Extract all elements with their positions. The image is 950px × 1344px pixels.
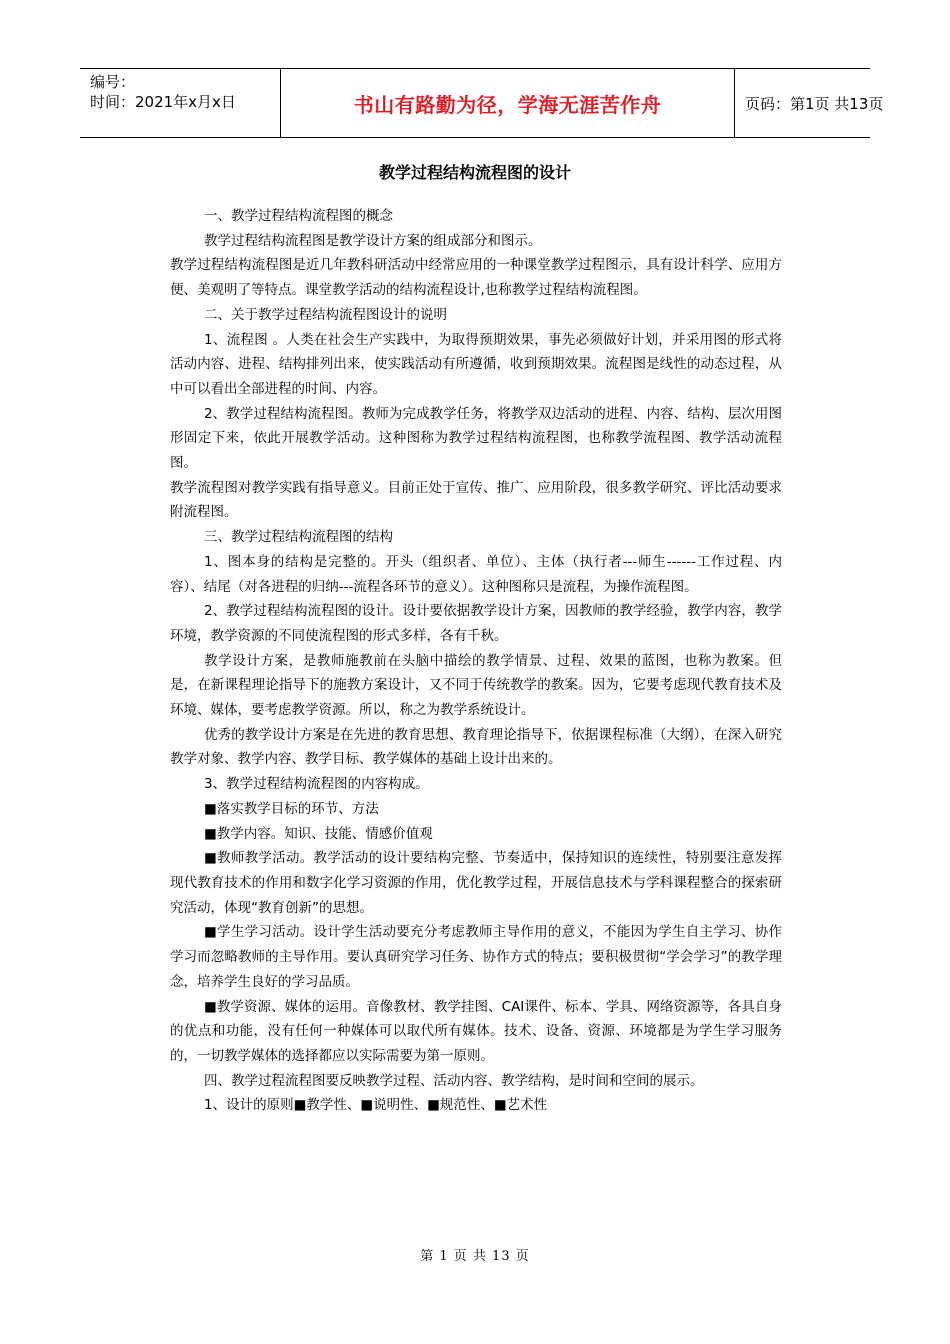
paragraph: 1、图本身的结构是完整的。开头（组织者、单位）、主体（执行者---师生------工作过程、内容）、结尾（对各进程的归纳---流程各环节的意义）。这种图称只是流程，为操作流程图。 xyxy=(170,553,782,595)
paragraph: 1、流程图 。人类在社会生产实践中，为取得预期效果，事先必须做好计划，并采用图的形式将活动内容、进程、结构排列出来，使实践活动有所遵循，收到预期效果。流程图是线性的动态过程，从中可以看出全部进程的时间、内容。 xyxy=(170,331,782,397)
list-item: ■学生学习活动。设计学生活动要充分考虑教师主导作用的意义，不能因为学生自主学习、协作学习而忽略教师的主导作用。要认真研究学习任务、协作方式的特点；要积极贯彻“学会学习”的教学理念，培养学生良好的学习品质。 xyxy=(170,924,782,990)
page-header xyxy=(80,68,884,138)
paragraph: 教学设计方案，是教师施教前在头脑中描绘的教学情景、过程、效果的蓝图，也称为教案。但是，在新课程理论指导下的施教方案设计，又不同于传统教学的教案。因为，它要考虑现代教育技术及环境、媒体，要考虑教学资源。所以，称之为教学系统设计。 xyxy=(170,652,782,719)
time-label: 时间：2021年x月x日 xyxy=(90,93,236,111)
list-item: ■教学内容。知识、技能、情感价值观 xyxy=(204,825,433,842)
page-footer: 第 1 页 共 13 页 xyxy=(420,1249,530,1264)
paragraph: 四、教学过程流程图要反映教学过程、活动内容、教学结构，是时间和空间的展示。 xyxy=(204,1072,704,1089)
header-motto: 书山有路勤为径，学海无涯苦作舟 xyxy=(280,69,735,137)
header-info xyxy=(80,69,280,137)
list-item: ■教学资源、媒体的运用。音像教材、教学挂图、CAI课件、标本、学具、网络资源等，各具自身的优点和功能，没有任何一种媒体可以取代所有媒体。技术、设备、资源、环境都是为学生学习服务的，一切教学媒体的选择都应以实际需要为第一原则。 xyxy=(170,998,782,1064)
document-title: 教学过程结构流程图的设计 xyxy=(378,163,571,182)
paragraph: 一、教学过程结构流程图的概念 xyxy=(204,208,393,224)
header-page-code: 页码：第1页 共13页 xyxy=(745,94,884,113)
paragraph: 1、设计的原则■教学性、■说明性、■规范性、■艺术性 xyxy=(204,1097,548,1114)
paragraph: 教学过程结构流程图是近几年教科研活动中经常应用的一种课堂教学过程图示，具有设计科学、应用方便、美观明了等特点。课堂教学活动的结构流程设计,也称教学过程结构流程图。 xyxy=(170,257,782,299)
paragraph: 教学流程图对教学实践有指导意义。目前正处于宣传、推广、应用阶段，很多教学研究、评比活动要求附流程图。 xyxy=(170,479,782,521)
document-body xyxy=(170,204,782,1118)
paragraph: 二、关于教学过程结构流程图设计的说明 xyxy=(204,306,447,323)
paragraph: 教学过程结构流程图是教学设计方案的组成部分和图示。 xyxy=(204,232,542,249)
list-item: ■教师教学活动。教学活动的设计要结构完整、节奏适中，保持知识的连续性，特别要注意发挥现代教育技术的作用和数字化学习资源的作用，优化教学过程，开展信息技术与学科课程整合的探索研究活动，体现“教育创新”的思想。 xyxy=(170,850,782,916)
number-label: 编号： xyxy=(90,73,136,91)
paragraph: 2、教学过程结构流程图的设计。设计要依据教学设计方案，因教师的教学经验，教学内容，教学环境，教学资源的不同使流程图的形式多样，各有千秋。 xyxy=(170,603,782,644)
paragraph: 三、教学过程结构流程图的结构 xyxy=(204,529,393,546)
paragraph: 2、教学过程结构流程图。教师为完成教学任务，将教学双边活动的进程、内容、结构、层次用图形固定下来，依此开展教学活动。这种图称为教学过程结构流程图，也称教学流程图、教学活动流程图。 xyxy=(170,405,782,472)
paragraph: 优秀的教学设计方案是在先进的教育思想、教育理论指导下，依据课程标准（大纲），在深入研究教学对象、教学内容、教学目标、教学媒体的基础上设计出来的。 xyxy=(170,726,782,768)
list-item: ■落实教学目标的环节、方法 xyxy=(204,800,379,817)
paragraph: 3、教学过程结构流程图的内容构成。 xyxy=(204,776,429,793)
